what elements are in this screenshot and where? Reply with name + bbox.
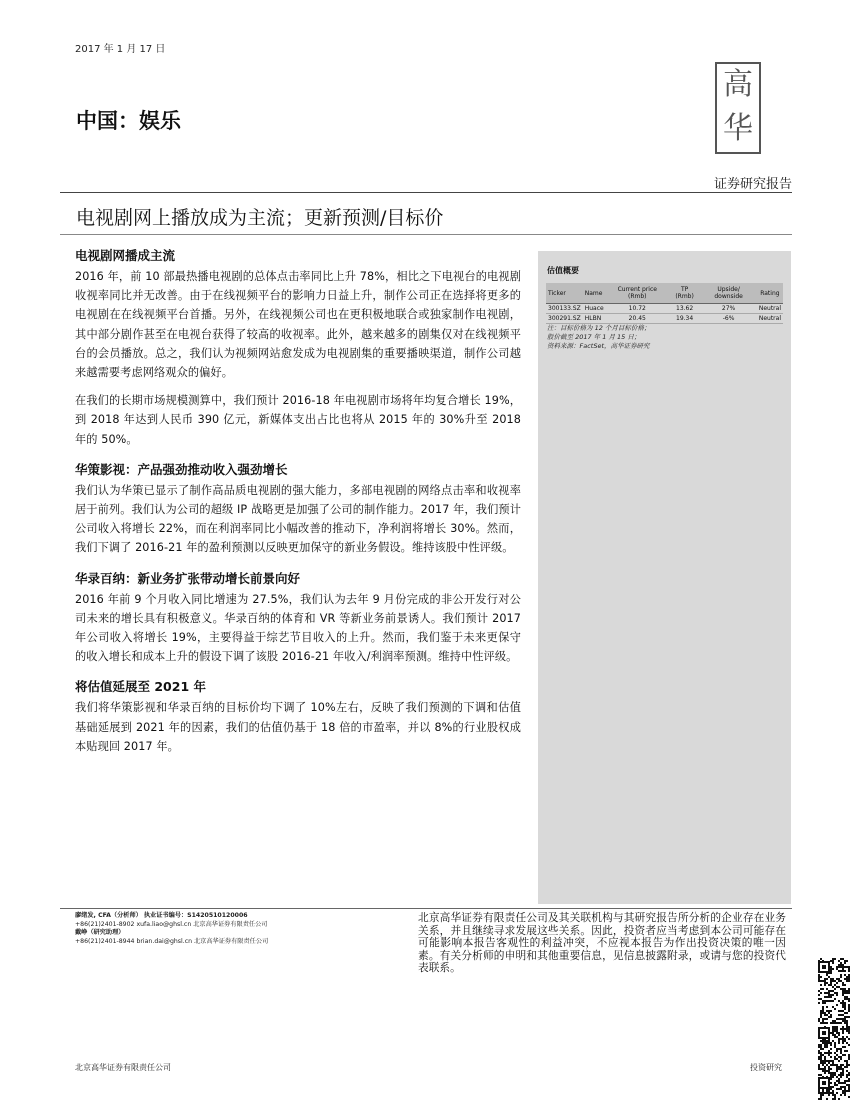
section-heading: 将估值延展至 2021 年 <box>75 679 206 695</box>
paragraph: 2016 年前 9 个月收入同比增速为 27.5%，我们认为去年 9 月份完成的非公开发行对公司未来的增长具有积极意义。华录百纳的体育和 VR 等新业务前景诱人。我们预计 2017 年公司收入将增长 19%，主要得益于综艺节目收入的上升。然而，我们鉴于未来更保守的收入增长和成本上升的假设下调了该股 2016-21 年收入/利润率预测。维持中性评级。 <box>75 592 521 664</box>
section-heading: 电视剧网播成主流 <box>75 248 176 263</box>
cell-target-price: 13.62 <box>669 304 701 314</box>
footer-divider <box>60 908 792 909</box>
paragraph: 我们认为华策已显示了制作高品质电视剧的强大能力，多部电视剧的网络点击率和收视率居于前列。我们认为公司的超级 IP 战略更是加强了公司的制作能力。2017 年，我们预计公司收入将增长 22%，而在利润率同比小幅改善的推动下，净利润将增长 30%。然而，我们下调了 2016-21 年的盈利预测以反映更加保守的新业务假设。维持该股中性评级。 <box>75 483 521 555</box>
paragraph: 在我们的长期市场规模测算中，我们预计 2016-18 年电视剧市场将年均复合增长 19%，到 2018 年达到人民币 390 亿元，新媒体支出占比也将从 2015 年的 30%升至 2018 年的 50%。 <box>75 394 521 446</box>
section-valuation-extension <box>75 678 521 756</box>
valuation-notes <box>547 324 650 351</box>
qr-code-graphic <box>818 958 850 1100</box>
analyst-contact: +86(21)2401-8944 brian.dai@ghsl.cn 北京高华证券有限责任公司 <box>75 937 269 945</box>
logo-char-2: 华 <box>723 111 753 146</box>
cell-price: 20.45 <box>606 314 669 324</box>
section-huace <box>75 461 521 558</box>
column-header: Rating <box>757 283 783 304</box>
section-hlbn <box>75 570 521 667</box>
report-body <box>75 247 521 768</box>
cell-ticker: 300133.SZ <box>548 305 581 312</box>
disclaimer-text: 北京高华证券有限责任公司及其关联机构与其研究报告所分析的企业存在业务关系，并且继续寻求发展这些关系。因此，投资者应当考虑到本公司可能存在可能影响本报告客观性的利益冲突，不应视本报告为作出投资决策的唯一因素。有关分析师的申明和其他重要信息，见信息披露附录，或请与您的投资代表联系。 <box>418 911 786 974</box>
analyst-license: 执业证书编号：S1420510120006 <box>143 912 248 919</box>
valuation-title: 估值概要 <box>547 266 579 275</box>
column-header: Current price (Rmb) <box>606 283 669 304</box>
footer-section: 投资研究 <box>750 1063 782 1072</box>
header-divider <box>60 192 792 193</box>
section-heading: 华策影视：产品强劲推动收入强劲增长 <box>75 461 288 477</box>
table-row <box>546 314 783 324</box>
analyst-block <box>75 912 268 946</box>
report-title: 电视剧网上播放成为主流；更新预测/目标价 <box>76 207 444 229</box>
paragraph: 我们将华策影视和华录百纳的目标价均下调了 10%左右，反映了我们预测的下调和估值基础延展到 2021 年的因素，我们的估值仍基于 18 倍的市盈率，并以 8%的行业股权成本贴现回 2017 年。 <box>75 701 521 753</box>
note-line: 股价截至 2017 年 1 月 15 日； <box>547 333 641 341</box>
analyst-1-line <box>75 912 268 921</box>
table-row <box>546 304 783 314</box>
valuation-sidebar <box>538 251 791 904</box>
column-header: Upside/ downside <box>700 283 756 304</box>
logo-char-1: 高 <box>723 67 753 102</box>
footer-company: 北京高华证券有限责任公司 <box>75 1063 171 1072</box>
analyst-name: 戴峥（研究助理） <box>75 929 125 936</box>
cell-rating: Neutral <box>757 314 783 324</box>
qr-code <box>818 958 850 1100</box>
cell-name: HLBN <box>583 314 606 324</box>
cell-upside: -6% <box>700 314 756 324</box>
cell-rating: Neutral <box>757 304 783 314</box>
valuation-table <box>546 283 783 324</box>
report-date: 2017 年 1 月 17 日 <box>75 44 166 55</box>
cell-upside: 27% <box>700 304 756 314</box>
cell-target-price: 19.34 <box>669 314 701 324</box>
column-header: Name <box>583 283 606 304</box>
cell-price: 10.72 <box>606 304 669 314</box>
company-logo <box>715 62 761 154</box>
section-tv-online <box>75 247 521 449</box>
paragraph: 2016 年，前 10 部最热播电视剧的总体点击率同比上升 78%，相比之下电视台的电视剧收视率同比并无改善。由于在线视频平台的影响力日益上升，制作公司正在选择将更多的电视剧在在线视频平台首播。另外，在线视频公司也在更积极地联合或独家制作电视剧，其中部分剧作甚至在电视台获得了较高的收视率。此外，越来越多的剧集仅对在线视频平台的会员播放。总之，我们认为视频网站愈发成为电视剧集的重要播映渠道，制作公司越来越需要考虑网络观众的偏好。 <box>75 270 521 380</box>
table-header-row <box>546 283 783 304</box>
section-heading: 华录百纳：新业务扩张带动增长前景向好 <box>75 570 301 586</box>
analyst-2-line <box>75 929 268 938</box>
document-type: 证券研究报告 <box>713 177 792 192</box>
title-divider <box>60 234 792 235</box>
column-header: TP (Rmb) <box>669 283 701 304</box>
note-line: 资料来源：FactSet，高华证券研究 <box>547 342 650 350</box>
note-line: 注：目标价格为 12 个月目标价格； <box>547 324 651 332</box>
analyst-name: 廖绪发, CFA（分析师） <box>75 912 142 919</box>
sector-heading: 中国：娱乐 <box>76 109 181 133</box>
analyst-contact: +86(21)2401-8902 xufa.liao@ghsl.cn 北京高华证券有限责任公司 <box>75 920 268 928</box>
cell-ticker: 300291.SZ <box>548 315 581 322</box>
cell-name: Huace <box>584 305 604 312</box>
column-header: Ticker <box>546 283 583 304</box>
